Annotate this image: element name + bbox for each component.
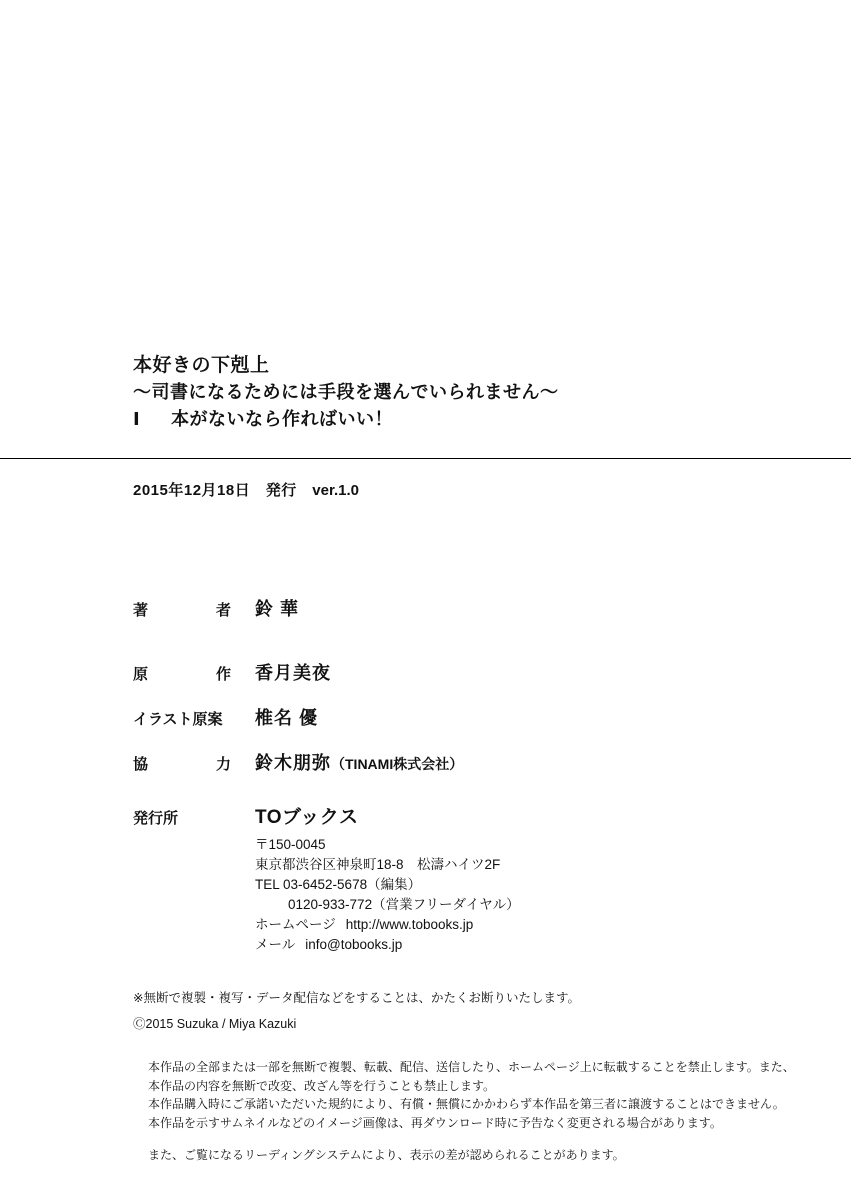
- credit-label-author-char1: 著: [133, 602, 149, 619]
- credit-label-original: [133, 663, 255, 684]
- legal-line: 本作品の全部または一部を無断で複製、転載、配信、送信したり、ホームページ上に転載することを禁止します。また、: [148, 1060, 795, 1074]
- reproduction-notice: ※無断で複製・複写・データ配信などをすることは、かたくお断りいたします。: [133, 991, 580, 1005]
- publisher-homepage-url[interactable]: http://www.tobooks.jp: [345, 917, 474, 932]
- credit-row-illustration: [133, 704, 753, 730]
- legal-line: 本作品購入時にご承諾いただいた規約により、有償・無償にかかわらず本作品を第三者に譲渡することはできません。: [148, 1097, 785, 1111]
- publisher-mail-label: メール: [255, 937, 296, 952]
- legal-footer-line: また、ご覧になるリーディングシステムにより、表示の差が認められることがあります。: [148, 1148, 625, 1162]
- book-title-main: 本好きの下剋上: [133, 355, 270, 376]
- copyright-line: Ⓒ2015 Suzuka / Miya Kazuki: [133, 1017, 297, 1031]
- credit-value-original: 香月美夜: [255, 663, 331, 683]
- credits-list: [133, 595, 753, 794]
- book-volume-line: [133, 406, 733, 433]
- publication-version: ver.1.0: [312, 482, 359, 499]
- publisher-freedial: 0120-933-772（営業フリーダイヤル）: [288, 897, 520, 912]
- publisher-postal-code: 〒150-0045: [255, 837, 326, 852]
- credit-label-author-char2: 者: [215, 602, 231, 619]
- credit-value-cooperation: [255, 749, 463, 775]
- credit-label-cooperation: [133, 753, 255, 774]
- legal-spacer: [148, 1132, 748, 1146]
- book-title-block: [133, 352, 733, 433]
- publisher-name: TOブックス: [255, 807, 359, 828]
- publisher-tel: TEL 03-6452-5678（編集）: [255, 877, 422, 892]
- credit-value-cooperation-name: 鈴木朋弥: [255, 753, 331, 773]
- legal-line: 本作品の内容を無断で改変、改ざん等を行うことも禁止します。: [148, 1078, 496, 1093]
- credit-label-original-char1: 原: [133, 666, 149, 683]
- horizontal-divider: [0, 458, 851, 459]
- legal-line: 本作品を示すサムネイルなどのイメージ画像は、再ダウンロード時に予告なく変更される場合があります。: [148, 1115, 722, 1130]
- publisher-homepage: [255, 915, 783, 935]
- publication-date: 2015年12月18日 発行: [133, 482, 297, 499]
- publisher-head: [133, 802, 783, 829]
- credit-row-original: [133, 659, 753, 685]
- publisher-details: [255, 835, 783, 955]
- credit-value-illustration: 椎名 優: [255, 708, 319, 728]
- book-title-sub: 〜司書になるためには手段を選んでいられません〜: [133, 382, 559, 402]
- credit-row-cooperation: [133, 749, 753, 775]
- publication-date-line: [133, 479, 359, 500]
- legal-text-block: [148, 1058, 795, 1165]
- credit-label-cooperation-char2: 力: [215, 756, 231, 773]
- credit-label-cooperation-char1: 協: [133, 756, 149, 773]
- book-volume-number: Ⅰ: [133, 409, 141, 429]
- publisher-block: [133, 802, 783, 955]
- publisher-address: 東京都渋谷区神泉町18-8 松濤ハイツ2F: [255, 857, 501, 872]
- publisher-mail-address[interactable]: info@tobooks.jp: [305, 937, 403, 952]
- publisher-label: 発行所: [133, 810, 179, 827]
- credit-value-cooperation-note: （TINAMI株式会社）: [331, 756, 464, 772]
- credit-row-author: [133, 595, 753, 621]
- publisher-mail: [255, 935, 783, 955]
- credit-value-author: 鈴 華: [255, 599, 300, 619]
- publisher-homepage-label: ホームページ: [255, 917, 336, 932]
- credit-label-original-char2: 作: [215, 666, 231, 683]
- credit-label-illustration: イラスト原案: [133, 711, 223, 728]
- book-volume-subtitle: 本がないなら作ればいい！: [171, 409, 393, 429]
- credit-label-author: [133, 599, 255, 620]
